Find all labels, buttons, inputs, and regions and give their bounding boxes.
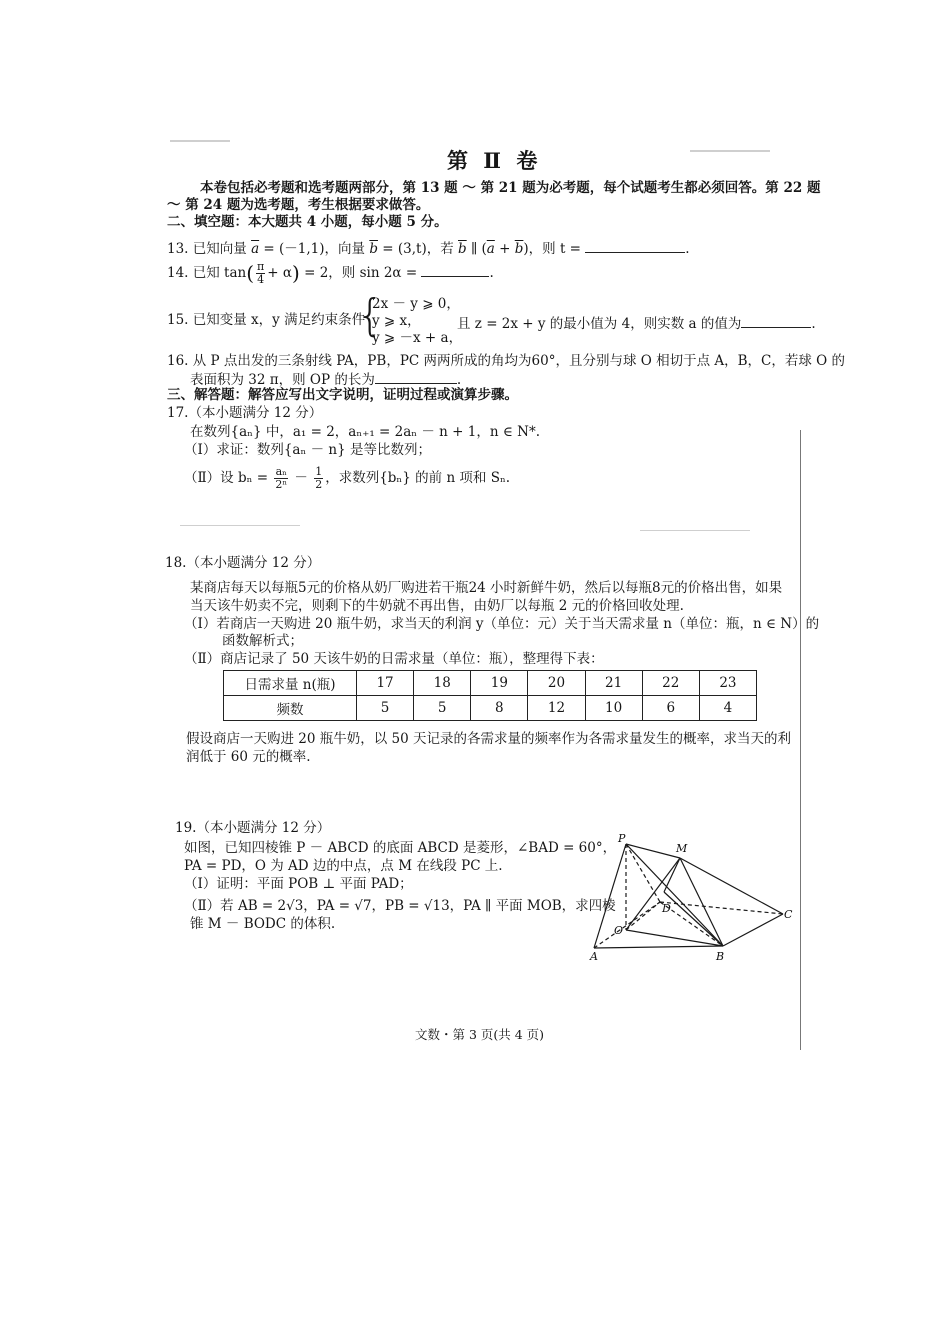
table-header-cell: 日需求量 n(瓶) — [224, 671, 357, 696]
table-cell: 18 — [414, 671, 471, 696]
question-19-line-2: PA = PD，O 为 AD 边的中点，点 M 在线段 PC 上. — [184, 858, 503, 874]
constraint-1: 2x － y ⩾ 0， — [372, 296, 460, 312]
question-19-line-1: 如图，已知四棱锥 P － ABCD 的底面 ABCD 是菱形，∠BAD = 60°， — [184, 840, 617, 856]
vector-b: $\overline{b}$ — [458, 241, 467, 257]
question-16-line-1: 16. 从 P 点出发的三条射线 PA，PB，PC 两两所成的角均为60°，且分别与球 O 相切于点 A，B，C，若球 O 的 — [167, 353, 846, 369]
demand-frequency-table — [223, 670, 757, 721]
table-row — [224, 696, 757, 721]
label-o: O — [614, 924, 624, 937]
question-19-line-5: 锥 M － BODC 的体积. — [190, 916, 336, 932]
table-cell: 21 — [585, 671, 642, 696]
table-cell: 5 — [357, 696, 414, 721]
scan-speck — [690, 150, 770, 152]
answer-blank-14[interactable] — [421, 263, 489, 277]
fill-blank-heading: 二、填空题：本大题共 4 小题，每小题 5 分。 — [167, 214, 448, 230]
page-footer: 文数・第 3 页(共 4 页) — [415, 1027, 545, 1042]
question-17-line-2: （Ⅰ）求证：数列{aₙ － n} 是等比数列； — [184, 442, 431, 458]
question-18-head: 18.（本小题满分 12 分） — [165, 555, 321, 571]
section-title: 第 Ⅱ 卷 — [447, 148, 542, 173]
table-cell: 20 — [528, 671, 585, 696]
vector-b: $\overline{b}$ — [514, 241, 524, 257]
question-13: 13. 已知向量 $\overline{a} = (-1,1)$，向量 $\overline{b} = (3,t)$，若 $\overline{b}$ ∥ $(\overline{a} + \overline{b})$，则 t = . — [167, 241, 690, 257]
page-edge-rule — [800, 430, 801, 1050]
scan-speck — [640, 530, 750, 531]
label-a: A — [590, 950, 598, 963]
solution-heading: 三、解答题：解答应写出文字说明，证明过程或演算步骤。 — [167, 387, 518, 403]
question-19-head: 19.（本小题满分 12 分） — [175, 820, 331, 836]
scan-speck — [180, 525, 300, 526]
table-cell: 22 — [642, 671, 699, 696]
question-19-line-4: （Ⅱ）若 AB = 2√3，PA = √7，PB = √13，PA ∥ 平面 MOB，求四棱 — [184, 898, 616, 914]
constraint-2: y ⩾ x， — [372, 313, 421, 329]
label-b: B — [716, 950, 725, 963]
question-18-line-5: （Ⅱ）商店记录了 50 天该牛奶的日需求量（单位：瓶），整理得下表： — [184, 651, 604, 667]
question-16-line-2: 表面积为 32 π，则 OP 的长为 . — [190, 372, 462, 388]
brace-symbol: { — [356, 290, 384, 341]
question-18-line-1: 某商店每天以每瓶5元的价格从奶厂购进若干瓶24 小时新鲜牛奶，然后以每瓶8元的价格出售，如果 — [190, 580, 783, 596]
vector-b: $\overline{b}$ — [369, 241, 378, 257]
intro-line-2: ～ 第 24 题为选考题，考生根据要求做答。 — [167, 197, 430, 213]
question-18-line-3: （Ⅰ）若商店一天购进 20 瓶牛奶，求当天的利润 y（单位：元）关于当天需求量 n（单位：瓶，n ∈ N）的 — [184, 616, 820, 632]
pyramid-figure — [580, 832, 800, 967]
answer-blank-13[interactable] — [585, 239, 685, 253]
q13-text: 13. 已知向量 — [167, 241, 252, 257]
table-cell: 6 — [642, 696, 699, 721]
question-18-line-4: 函数解析式； — [222, 633, 303, 649]
question-14: 14. 已知 tan( $\frac{\pi}{4}$ + α) = 2，则 sin 2α = . — [167, 260, 494, 286]
table-cell: 8 — [471, 696, 528, 721]
label-p: P — [618, 832, 626, 845]
table-cell: 17 — [357, 671, 414, 696]
question-18-line-2: 当天该牛奶卖不完，则剩下的牛奶就不再出售，由奶厂以每瓶 2 元的价格回收处理. — [190, 598, 684, 614]
question-17-line-3: （Ⅱ）设 bₙ = $\frac{\text{aₙ}}{\text{2ⁿ}}$ － $\frac{1}{2}$ ，求数列{bₙ} 的前 n 项和 Sₙ. — [184, 465, 511, 491]
question-15-stem: 15. 已知变量 x，y 满足约束条件 — [167, 312, 366, 328]
question-15-tail: 且 z = 2x + y 的最小值为 4，则实数 a 的值为 . — [457, 316, 816, 332]
intro-line-1: 本卷包括必考题和选考题两部分，第 13 题 ～ 第 21 题为必考题，每个试题考生都必须回答。第 22 题 — [200, 180, 821, 196]
fraction: $\frac{1}{2}$ — [315, 465, 323, 491]
table-cell: 23 — [699, 671, 756, 696]
table-cell: 5 — [414, 696, 471, 721]
question-17-head: 17.（本小题满分 12 分） — [167, 405, 323, 421]
table-cell: 10 — [585, 696, 642, 721]
table-cell: 19 — [471, 671, 528, 696]
constraint-3: y ⩾ －x + a， — [372, 330, 463, 346]
fraction: $\frac{\text{aₙ}}{\text{2ⁿ}}$ — [275, 465, 288, 491]
label-d: D — [662, 902, 671, 915]
question-18-line-6: 假设商店一天购进 20 瓶牛奶，以 50 天记录的各需求量的频率作为各需求量发生的概率，求当天的利 — [186, 731, 792, 747]
table-cell: 12 — [528, 696, 585, 721]
scan-speck — [170, 140, 230, 142]
question-18-line-7: 润低于 60 元的概率. — [186, 749, 311, 765]
answer-blank-16[interactable] — [375, 370, 457, 384]
label-c: C — [784, 908, 793, 921]
vector-a: $\overline{a}$ — [486, 241, 495, 257]
vector-a: $\overline{a}$ — [251, 241, 260, 257]
answer-blank-15[interactable] — [741, 314, 811, 328]
question-19-line-3: （Ⅰ）证明：平面 POB ⊥ 平面 PAD； — [184, 876, 413, 892]
question-17-line-1: 在数列{aₙ} 中，a₁ = 2，aₙ₊₁ = 2aₙ － n + 1，n ∈ N*. — [190, 424, 540, 440]
table-cell: 4 — [699, 696, 756, 721]
table-row — [224, 671, 757, 696]
label-m: M — [676, 842, 688, 855]
table-header-cell: 频数 — [224, 696, 357, 721]
fraction: $\frac{\pi}{4}$ — [257, 260, 265, 286]
